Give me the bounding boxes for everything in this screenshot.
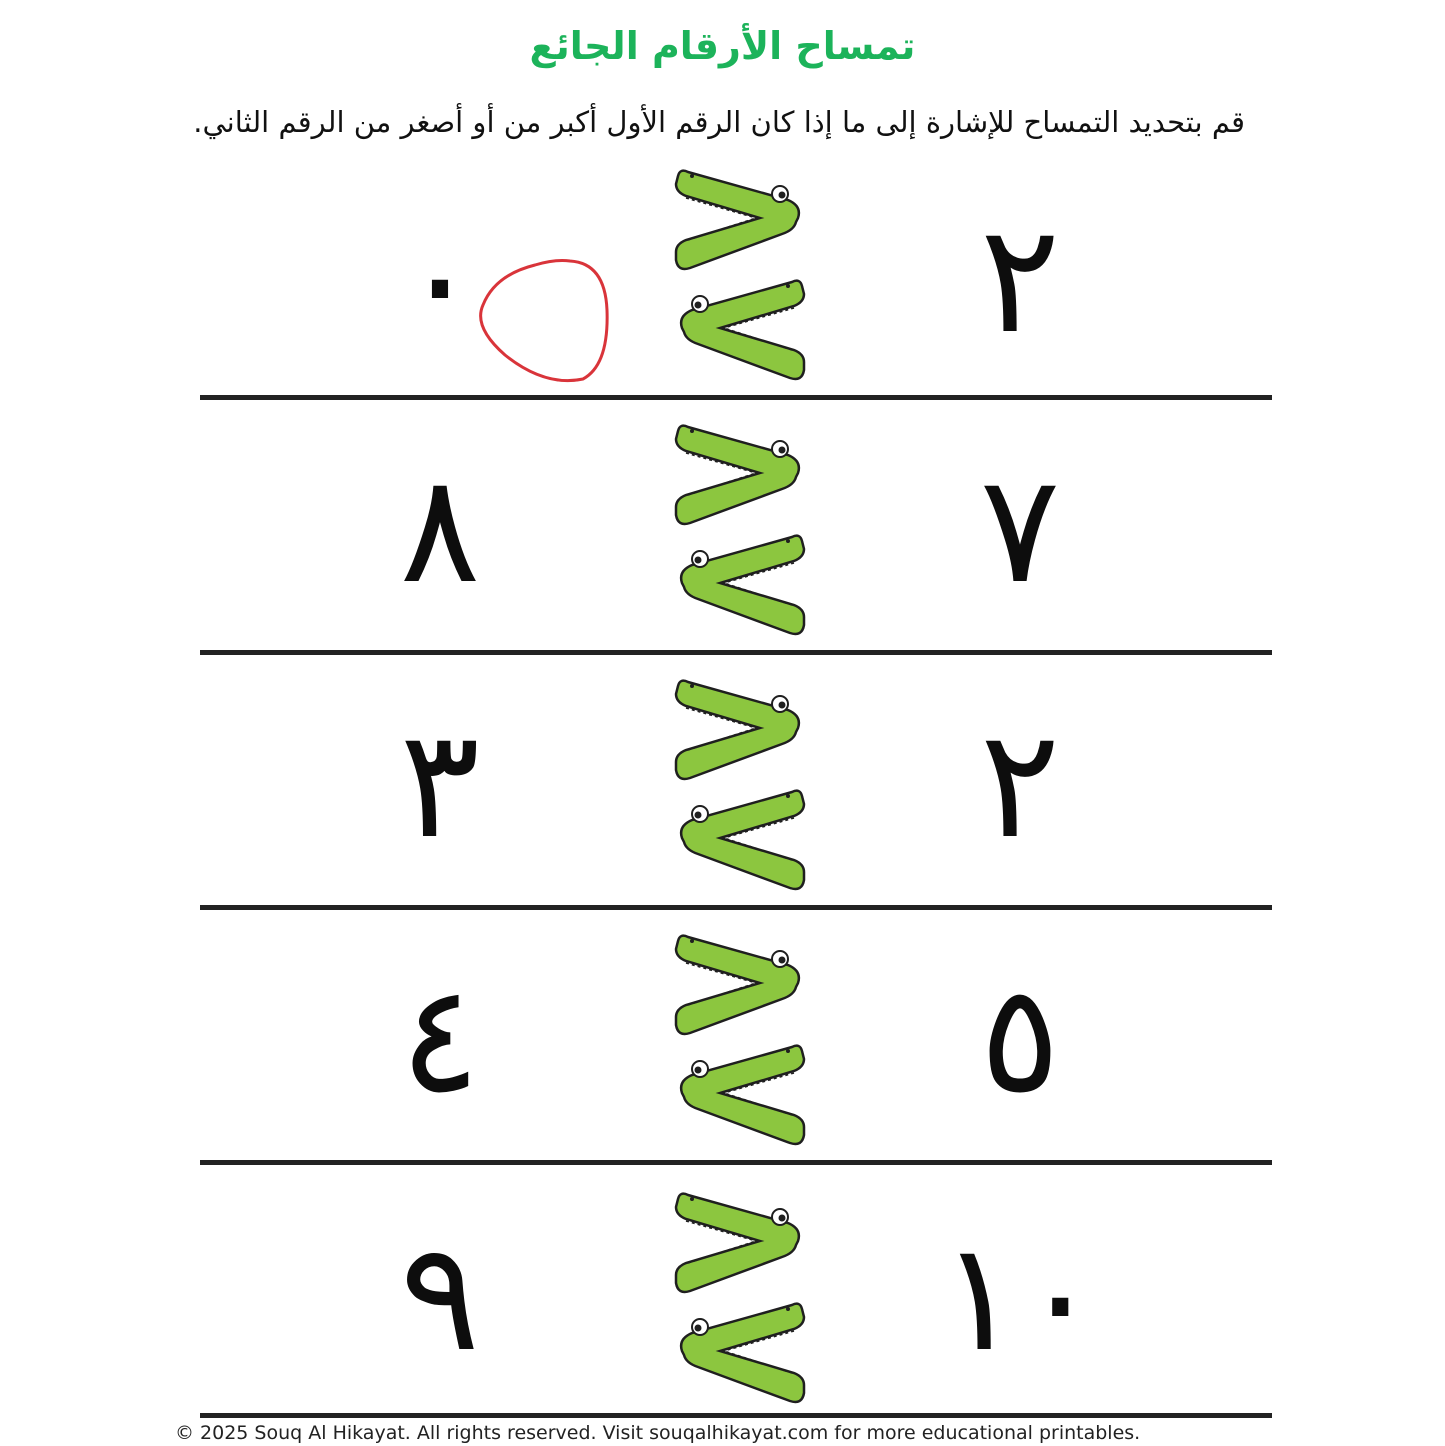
crocodile-choices bbox=[670, 1183, 810, 1423]
comparison-row bbox=[200, 665, 1272, 900]
first-number: ١٠ bbox=[939, 1211, 1101, 1385]
crocodile-greater-than-icon[interactable] bbox=[670, 670, 810, 785]
first-number: ٧ bbox=[979, 443, 1061, 617]
second-number: ٣ bbox=[399, 698, 481, 872]
crocodile-greater-than-icon[interactable] bbox=[670, 1183, 810, 1298]
copyright-footer: © 2025 Souq Al Hikayat. All rights reserved. Visit souqalhikayat.com for more educational printables. bbox=[175, 1422, 1141, 1444]
worksheet-title: تمساح الأرقام الجائع bbox=[529, 24, 916, 68]
comparison-row bbox=[200, 410, 1272, 645]
crocodile-less-than-icon[interactable] bbox=[670, 1035, 810, 1150]
first-number: ٢ bbox=[979, 193, 1061, 367]
row-divider bbox=[200, 650, 1272, 655]
second-number: ٨ bbox=[399, 443, 481, 617]
row-divider bbox=[200, 1413, 1272, 1418]
crocodile-choices bbox=[670, 925, 810, 1165]
crocodile-less-than-icon[interactable] bbox=[670, 525, 810, 640]
second-number: ٤ bbox=[399, 953, 481, 1127]
crocodile-less-than-icon[interactable] bbox=[670, 780, 810, 895]
crocodile-greater-than-icon[interactable] bbox=[670, 415, 810, 530]
crocodile-choices bbox=[670, 160, 810, 400]
second-number: ٩ bbox=[399, 1211, 481, 1385]
comparison-row bbox=[200, 1178, 1272, 1413]
first-number: ٥ bbox=[979, 953, 1061, 1127]
crocodile-choices bbox=[670, 415, 810, 655]
first-number: ٢ bbox=[979, 698, 1061, 872]
row-divider bbox=[200, 395, 1272, 400]
worksheet-instruction: قم بتحديد التمساح للإشارة إلى ما إذا كان الرقم الأول أكبر من أو أصغر من الرقم الثاني. bbox=[193, 105, 1245, 139]
crocodile-less-than-icon[interactable] bbox=[670, 1293, 810, 1408]
comparison-row bbox=[200, 160, 1272, 395]
crocodile-choices bbox=[670, 670, 810, 910]
crocodile-greater-than-icon[interactable] bbox=[670, 160, 810, 275]
row-divider bbox=[200, 1160, 1272, 1165]
comparison-row bbox=[200, 920, 1272, 1155]
crocodile-greater-than-icon[interactable] bbox=[670, 925, 810, 1040]
crocodile-less-than-icon[interactable] bbox=[670, 270, 810, 385]
second-number: ٠ bbox=[399, 193, 481, 367]
row-divider bbox=[200, 905, 1272, 910]
